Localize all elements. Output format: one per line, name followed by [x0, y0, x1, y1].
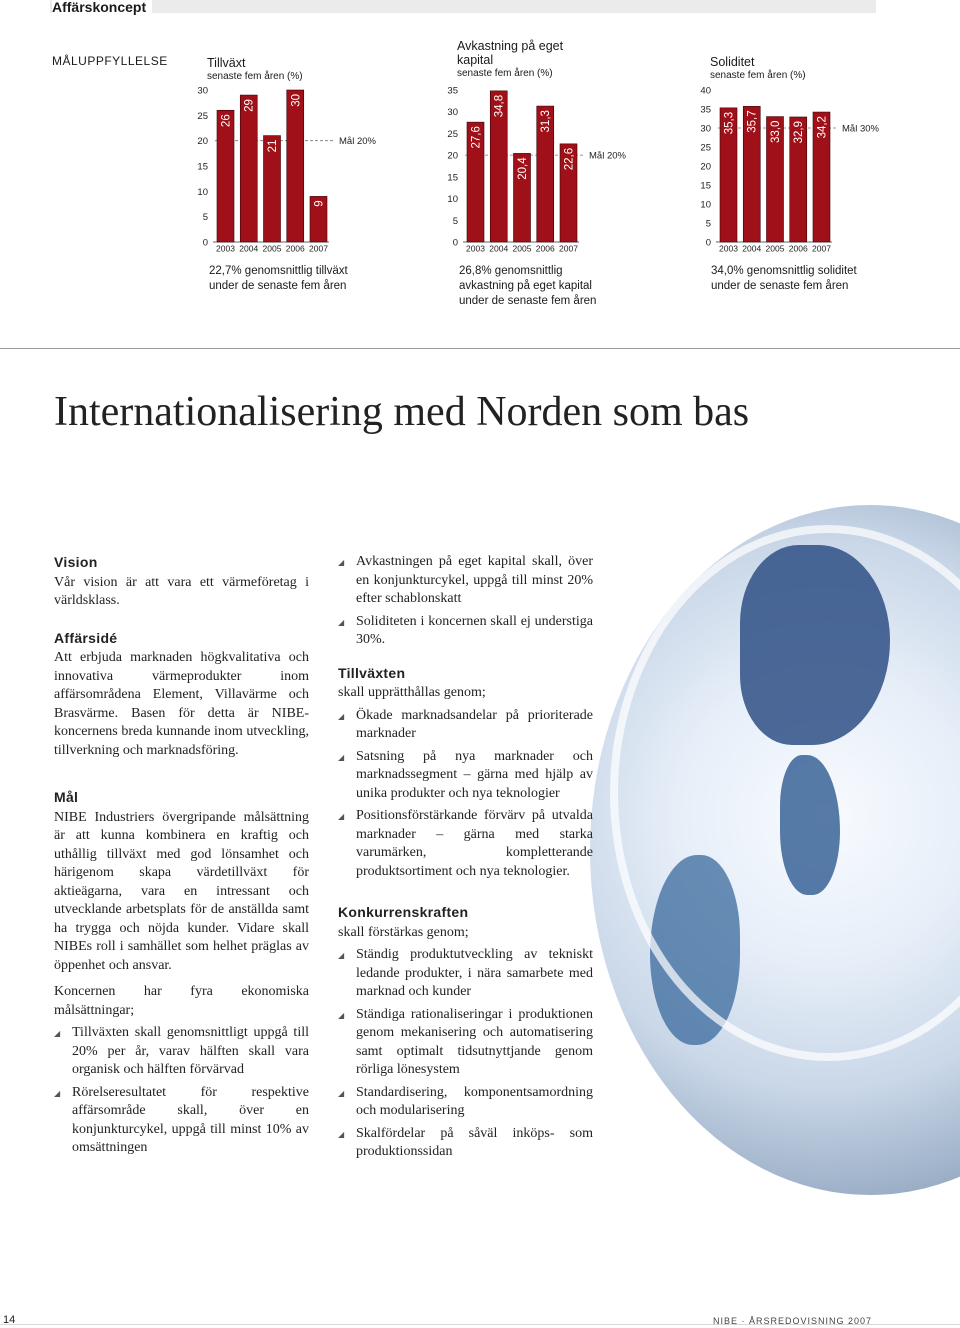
y-tick-label: 25 — [447, 128, 458, 140]
x-tick-label: 2005 — [262, 243, 282, 254]
x-tick-label: 2006 — [788, 243, 808, 254]
page-title: Internationalisering med Norden som bas — [54, 389, 750, 435]
chart-subtitle: senaste fem åren (%) — [710, 70, 806, 81]
x-tick-label: 2006 — [285, 243, 305, 254]
y-tick-label: 10 — [197, 186, 208, 198]
x-tick-label: 2006 — [535, 243, 555, 254]
chart-solidity-caption — [711, 264, 857, 294]
y-tick-label: 5 — [705, 218, 711, 230]
bar — [240, 95, 257, 242]
bar-value-label: 9 — [313, 200, 326, 207]
y-tick-label: 10 — [447, 194, 458, 206]
x-tick-label: 2005 — [765, 243, 785, 254]
y-tick-label: 0 — [202, 237, 208, 249]
vision-heading: Vision — [54, 554, 98, 570]
x-tick-label: 2007 — [812, 243, 831, 254]
bar-value-label: 31,3 — [540, 110, 553, 133]
right-column — [338, 553, 593, 1162]
tillvaxt-text: skall upprätthållas genom; — [338, 685, 486, 700]
chart-growth — [195, 82, 380, 254]
konkurrens-text: skall förstärkas genom; — [338, 924, 469, 940]
chart-title: Tillväxt — [207, 56, 246, 70]
target-label: Mål 20% — [589, 150, 626, 162]
bar-value-label: 22,6 — [563, 147, 576, 171]
mal-text: NIBE Industriers övergripande målsättning är att kunna kombinera en kraftig och uthållig tillväxt med god lönsamhet och härigenom skapa värdetillväxt för aktieägarna, vara en intressant och utvecklande arbetsplats för de anställda samt ha trygga och nöjda kunder. Vidare skall NIBEs roll i samhället som helhet präglas av öppenhet och ansvar. — [54, 809, 309, 973]
list-item: ◢ Skalfördelar på såväl inköps- som produktionssidan — [338, 1125, 593, 1162]
chart-solidity — [698, 82, 883, 254]
caption-line: under de senaste fem åren — [711, 280, 849, 292]
y-tick-label: 15 — [700, 180, 711, 192]
y-tick-label: 20 — [447, 150, 458, 162]
chart-solidity-header — [710, 55, 806, 83]
x-tick-label: 2007 — [559, 243, 578, 254]
x-tick-label: 2003 — [719, 243, 738, 254]
chart-roe — [445, 82, 635, 254]
bar — [217, 110, 234, 242]
chart-growth-header — [207, 56, 303, 84]
y-tick-label: 5 — [452, 215, 458, 227]
list-item: ◢ Ökade marknadsandelar på prioriterade marknader — [338, 707, 593, 744]
list-item: ◢ Soliditeten i koncernen skall ej understiga 30%. — [338, 613, 593, 650]
x-tick-label: 2004 — [742, 243, 762, 254]
divider — [0, 348, 960, 349]
list-item: ◢ Rörelseresultatet för respektive affärsområde skall, över en konjunkturcykel, uppgå till minst 10% av omsättningen — [54, 1084, 309, 1158]
y-tick-label: 35 — [700, 104, 711, 116]
y-tick-label: 30 — [700, 123, 711, 135]
x-tick-label: 2004 — [239, 243, 259, 254]
globe-image — [590, 505, 960, 1195]
bar-value-label: 29 — [243, 99, 256, 112]
bar-value-label: 21 — [267, 139, 279, 153]
konkurrens-heading: Konkurrenskraften — [338, 904, 469, 920]
target-label: Mål 30% — [842, 123, 879, 135]
chart-subtitle: senaste fem åren (%) — [207, 71, 303, 82]
mal-text-2: Koncernen har fyra ekonomiska målsättningar; — [54, 984, 309, 1018]
section-header-bar — [50, 0, 876, 13]
left-column — [54, 553, 309, 1158]
bar-value-label: 26 — [220, 114, 233, 128]
y-tick-label: 0 — [452, 237, 458, 249]
x-tick-label: 2003 — [466, 243, 485, 254]
y-tick-label: 30 — [447, 107, 458, 119]
y-tick-label: 25 — [197, 110, 208, 122]
y-tick-label: 30 — [197, 85, 208, 97]
vision-text: Vår vision är att vara ett värmeföretag i världsklass. — [54, 574, 309, 608]
chart-roe-header — [457, 39, 567, 81]
list-item: ◢ Tillväxten skall genomsnittligt uppgå till 20% per år, varav hälften skall vara organisk och hälften förvärvad — [54, 1024, 309, 1080]
chart-growth-caption — [209, 264, 348, 294]
list-item: ◢ Ständig produktutveckling av tekniskt ledande produkter, i nära samarbete med marknad och kunder — [338, 946, 593, 1002]
y-tick-label: 25 — [700, 142, 711, 154]
bar-value-label: 35,7 — [746, 110, 759, 133]
bar-value-label: 30 — [290, 94, 303, 107]
bar-value-label: 32,9 — [793, 120, 806, 144]
list-item: ◢ Ständiga rationaliseringar i produktionen genom mekanisering och automatisering samt optimalt tidsutnyttjande genom rörliga lönesystem — [338, 1006, 593, 1080]
list-item: ◢ Positionsförstärkande förvärv på utvalda marknader – gärna med starka varumärken, kompletterande produktsortiment och nya teknologier. — [338, 807, 593, 881]
y-tick-label: 35 — [447, 85, 458, 97]
chart-roe-caption — [459, 264, 596, 309]
x-tick-label: 2004 — [489, 243, 509, 254]
caption-line: avkastning på eget kapital — [459, 280, 592, 292]
x-tick-label: 2007 — [309, 243, 328, 254]
list-item: ◢ Avkastningen på eget kapital skall, över en konjunkturcykel, uppgå till minst 20% efter schablonskatt — [338, 553, 593, 609]
chart-title: Avkastning på eget kapital — [457, 39, 564, 67]
kpi-label: MÅLUPPFYLLELSE — [52, 54, 168, 68]
x-tick-label: 2003 — [216, 243, 235, 254]
x-tick-label: 2005 — [512, 243, 532, 254]
y-tick-label: 40 — [700, 85, 711, 97]
bar-value-label: 33,0 — [770, 120, 782, 143]
y-tick-label: 10 — [700, 199, 711, 211]
y-tick-label: 5 — [202, 212, 208, 224]
target-label: Mål 20% — [339, 136, 376, 148]
list-item: ◢ Satsning på nya marknader och marknadssegment – gärna med hjälp av unika produkter och nya teknologier — [338, 748, 593, 804]
bar-value-label: 27,6 — [470, 126, 483, 149]
affarside-text: Att erbjuda marknaden högkvalitativa och innovativa värmeprodukter inom affärsområdena Element, Villavärme och Brasvärme. Basen för detta är NIBE-koncernens breda kunnande inom utveckling, tillverkning och marknadsföring. — [54, 650, 309, 758]
y-tick-label: 0 — [705, 237, 711, 249]
caption-line: under de senaste fem åren — [209, 280, 347, 292]
mal-heading: Mål — [54, 789, 79, 805]
footer-publication: NIBE · ÅRSREDOVISNING 2007 — [712, 1316, 872, 1326]
tillvaxt-heading: Tillväxten — [338, 664, 406, 681]
section-title: Affärskoncept — [52, 0, 152, 15]
chart-title: Soliditet — [710, 55, 755, 69]
y-tick-label: 15 — [197, 161, 208, 173]
caption-line: 26,8% genomsnittlig — [459, 265, 563, 277]
y-tick-label: 20 — [197, 136, 208, 148]
bar-value-label: 35,3 — [723, 111, 736, 135]
affarside-heading: Affärsidé — [54, 629, 118, 646]
bar-value-label: 34,8 — [493, 94, 506, 118]
list-item: ◢ Standardisering, komponentsamordning och modularisering — [338, 1084, 593, 1121]
page-number: 14 — [3, 1314, 16, 1326]
caption-line: under de senaste fem åren — [459, 295, 597, 307]
caption-line: 34,0% genomsnittlig soliditet — [711, 265, 857, 277]
bar — [287, 90, 304, 242]
bar-value-label: 34,2 — [816, 116, 829, 139]
chart-subtitle: senaste fem åren (%) — [457, 68, 553, 79]
caption-line: 22,7% genomsnittlig tillväxt — [209, 265, 348, 277]
bar-value-label: 20,4 — [517, 157, 529, 180]
y-tick-label: 15 — [447, 172, 458, 184]
y-tick-label: 20 — [700, 161, 711, 173]
